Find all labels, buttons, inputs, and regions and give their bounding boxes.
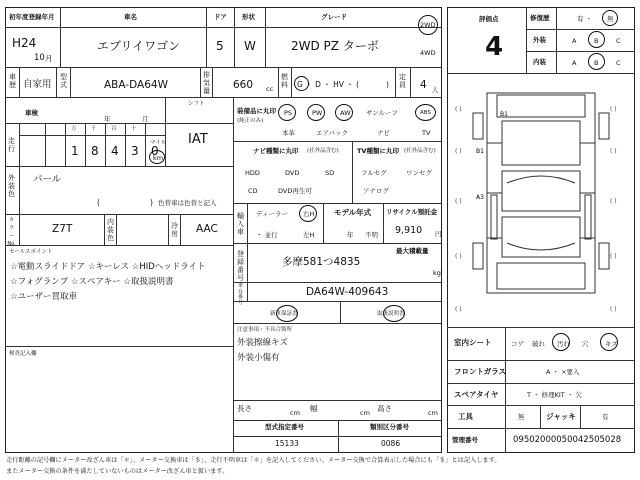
mileage-digit: 4 xyxy=(111,144,119,158)
tv-item: ワンセグ xyxy=(406,169,432,177)
first-reg-label: 初年度登録年月 xyxy=(9,13,55,21)
capacity-unit: 人 xyxy=(432,86,439,94)
equipment-item: サンルーフ xyxy=(366,109,398,117)
cabin-circle-stain xyxy=(552,333,570,351)
type-model-no: 15133 xyxy=(275,439,299,448)
color-code: Z7T xyxy=(52,223,73,235)
exterior-grade-c: C xyxy=(616,37,621,45)
displacement-label: 排気量 xyxy=(203,71,210,95)
dim-width-label: 幅 xyxy=(310,404,318,413)
mileage-digit: 8 xyxy=(91,144,99,158)
use-value: 自家用 xyxy=(23,79,52,90)
repair-label: 修復歴 xyxy=(530,14,550,22)
unit-km: km xyxy=(153,154,164,162)
tv-item: フルセグ xyxy=(361,169,387,177)
recycle-label: リサイクル預託金 xyxy=(386,208,438,216)
dim-width-unit: cm xyxy=(360,409,370,417)
shift-label: シフト xyxy=(188,101,205,107)
model-label: 型式 xyxy=(60,73,67,89)
fuel-options: G ・ D ・ HV ・ ( xyxy=(297,80,360,89)
glass-label: フロントガラス xyxy=(454,367,507,376)
sales-point-line: ☆電動スライドドア ☆キーレス ☆HIDヘッドライト xyxy=(10,262,206,272)
first-reg-year: H24 xyxy=(12,36,37,50)
chassis-label: 車台番号 xyxy=(237,283,243,306)
diagram-paren: ( ) xyxy=(610,306,617,313)
ac-label: 冷房 xyxy=(171,222,178,238)
interior-grade-circle xyxy=(588,53,605,70)
interior-grade-b: B xyxy=(594,59,599,67)
type-model-label: 型式指定番号 xyxy=(265,423,304,431)
equipment-circle-abs xyxy=(415,104,436,121)
diagram-paren: ( ) xyxy=(455,253,462,260)
exterior-grade-a: A xyxy=(572,37,577,45)
shape-label: 形状 xyxy=(242,13,255,21)
capacity-value: 4 xyxy=(420,79,427,91)
equipment-item: TV xyxy=(422,129,431,137)
glass-options: A ・ ×要入 xyxy=(546,368,580,376)
fuel-selected-circle xyxy=(294,76,309,91)
import-dealer: ディーラー xyxy=(256,210,288,218)
rating-label: 評価点 xyxy=(479,15,499,23)
diagram-paren: ( ) xyxy=(455,306,462,313)
notes-line: 外装擦線キズ xyxy=(237,338,288,348)
registration-value: 多摩581つ4835 xyxy=(282,256,361,268)
equipment-circle-aw xyxy=(335,104,353,121)
equipment-item: エアバック xyxy=(316,129,348,137)
digit-header-1: 万 xyxy=(71,126,77,132)
cabin-label: 室内シート xyxy=(454,338,492,347)
equipment-circle-pw xyxy=(307,104,325,121)
grade-label: グレード xyxy=(321,13,347,21)
car-name: エブリイワゴン xyxy=(97,39,181,53)
inspection-month-unit: 月 xyxy=(142,115,149,123)
navi-item: CD xyxy=(248,187,258,195)
first-reg-month-unit: 月 xyxy=(45,54,53,63)
tools-label: 工具 xyxy=(458,412,473,421)
type-category-label: 類別区分番号 xyxy=(370,423,409,431)
import-left-h: 左H xyxy=(303,231,315,239)
model-year-unknown: 不明 xyxy=(365,231,378,239)
navi-item: DVD xyxy=(285,169,300,177)
tv-label: TV種類に丸印 xyxy=(357,147,399,155)
exterior-grade-circle xyxy=(588,31,605,48)
first-reg-month: 10 xyxy=(34,53,45,63)
dim-height-label: 高さ xyxy=(377,404,392,413)
interior-grade-c: C xyxy=(616,59,621,67)
exterior-note: 色替車は色替と記入 xyxy=(158,199,217,207)
equipment-item: PW xyxy=(312,109,323,117)
equipment-item: PS xyxy=(284,109,293,117)
diagram-paren: ( ) xyxy=(610,106,617,113)
inspector-notes-label: 検査記入欄 xyxy=(9,351,37,357)
equipment-item: 本革 xyxy=(282,129,295,137)
tv-sublabel: (社外品含む) xyxy=(404,148,436,154)
navi-item: DVD再生可 xyxy=(278,187,312,195)
repair-options: 有 ・ xyxy=(577,15,593,23)
equipment-sublabel: (純正のみ) xyxy=(237,118,264,124)
doors-label: ドア xyxy=(214,13,227,21)
capacity-label: 定員 xyxy=(399,73,406,89)
cabin-item: コゲ xyxy=(511,340,524,348)
tv-item: アナログ xyxy=(363,187,389,195)
sales-points-label: セールスポイント xyxy=(9,249,53,255)
equipment-item: ABS xyxy=(420,110,431,116)
max-load-label: 最大積載量 xyxy=(396,247,429,255)
doors-value: 5 xyxy=(216,39,224,53)
diagram-label-side: B1 xyxy=(476,148,484,155)
navi-label: ナビ種類に丸印 xyxy=(253,147,299,155)
import-selected-circle xyxy=(299,205,317,222)
cabin-item: 破れ xyxy=(532,340,545,348)
dim-length-label: 長さ xyxy=(237,404,252,413)
dim-length-unit: cm xyxy=(290,409,300,417)
type-category-no: 0086 xyxy=(381,439,401,448)
fuel-label: 燃料 xyxy=(281,73,288,89)
model-year-label: モデル年式 xyxy=(334,208,372,217)
import-parallel: ・ 並行 xyxy=(256,231,278,239)
footer-line: 走行距離の記号欄にメーター改ざん車は「＊」、メーター交換車は「＄」、走行不明車は「＊」を記入してください。メーター交換で合算表示した場合にも「＄」とは記入します。 xyxy=(6,457,501,464)
model-value: ABA-DA64W xyxy=(104,79,168,91)
car-name-label: 車名 xyxy=(124,13,137,21)
spare-options: T ・ 修理KIT ・ 欠 xyxy=(527,391,582,399)
mileage-label: 走行 xyxy=(8,137,15,153)
ac-value: AAC xyxy=(196,223,218,235)
diagram-paren: ( ) xyxy=(455,106,462,113)
registration-label: 登録番号 xyxy=(237,250,244,282)
chassis-value: DA64W-409643 xyxy=(306,286,389,298)
equipment-item: AW xyxy=(340,109,351,117)
unit-km-circle xyxy=(149,150,165,164)
unit-mile: マイル xyxy=(150,140,167,146)
recycle-amount: 9,910 xyxy=(395,225,423,236)
records-warranty-circle xyxy=(276,305,298,322)
navi-item: HDD xyxy=(245,169,260,177)
digit-header-3: 百 xyxy=(111,126,117,132)
equipment-circle-ps xyxy=(278,104,296,121)
inspection-label: 車検 xyxy=(25,109,38,117)
exterior-note-close: ) xyxy=(150,198,153,207)
mileage-digit: 0 xyxy=(151,144,159,158)
interior-grade-label: 内装 xyxy=(533,58,546,66)
import-right-h: 右H xyxy=(303,210,315,218)
rating-score: 4 xyxy=(485,32,504,62)
exterior-note-paren: ( xyxy=(97,198,100,207)
car-damage-diagram xyxy=(447,73,635,327)
jack-label: ジャッキ xyxy=(546,412,576,421)
max-load-unit: kg xyxy=(433,269,441,277)
mileage-digit: 3 xyxy=(131,144,139,158)
inspection-year-unit: 年 xyxy=(104,115,111,123)
exterior-color: パール xyxy=(33,174,62,185)
notes-line: 外装小傷有 xyxy=(237,353,280,363)
color-code-label: カラー No. xyxy=(7,217,16,247)
diagram-paren: ( ) xyxy=(610,198,617,205)
navi-item: SD xyxy=(325,169,335,177)
equipment-item: ナビ xyxy=(377,129,390,137)
drive-badge: 2WD xyxy=(420,21,436,29)
shape-value: W xyxy=(244,39,256,53)
notes-label: 注意事項・不具合箇所 xyxy=(237,327,293,333)
equipment-label: 装備品に丸印 xyxy=(237,107,276,115)
spare-label: スペアタイヤ xyxy=(454,390,499,399)
import-label: 輸入車 xyxy=(237,212,244,236)
shift-value: IAT xyxy=(188,132,208,147)
diagram-label-front: B1 xyxy=(500,111,508,118)
records-manual-circle xyxy=(383,305,405,322)
management-label: 管理番号 xyxy=(452,436,478,444)
diagram-paren: ( ) xyxy=(610,253,617,260)
diagram-paren: ( ) xyxy=(610,148,617,155)
cabin-item: キズ xyxy=(605,340,618,348)
diagram-label-rear: A3 xyxy=(476,194,484,201)
jack-value: 有 xyxy=(602,413,609,421)
repair-selected: 無 xyxy=(607,15,614,23)
navi-sublabel: (社外品含む) xyxy=(307,148,339,154)
management-value: 09502000050042505028 xyxy=(513,435,622,445)
repair-selected-circle xyxy=(602,10,618,26)
footer-line: またメーター交換の条件を満たしていないものはメーター改ざん車と扱います。 xyxy=(6,468,229,475)
diagram-paren: ( ) xyxy=(455,198,462,205)
interior-color-label: 内装色 xyxy=(107,218,114,242)
fuel-close: ) xyxy=(386,80,389,89)
cabin-item: 穴 xyxy=(582,340,589,348)
records-manual: 取扱説明書 xyxy=(377,311,405,317)
mileage-digit: 1 xyxy=(71,144,79,158)
use-label: 車歴 xyxy=(9,73,16,89)
digit-header-2: 千 xyxy=(91,126,97,132)
interior-grade-a: A xyxy=(572,59,577,67)
model-year-unit: 年 xyxy=(347,231,354,239)
records-warranty: 新車保証書 xyxy=(270,311,298,317)
diagram-paren: ( ) xyxy=(455,148,462,155)
cabin-item: 汚れ xyxy=(557,340,570,348)
digit-header-4: 十 xyxy=(131,126,137,132)
dim-height-unit: cm xyxy=(428,409,438,417)
displacement-unit: cc xyxy=(266,85,274,93)
recycle-unit: 円 xyxy=(435,230,442,238)
exterior-color-label: 外装色 xyxy=(8,174,15,198)
grade-value: 2WD PZ ターボ xyxy=(291,39,379,53)
sales-point-line: ☆フォグランプ ☆スペアキー ☆取扱説明書 xyxy=(10,277,174,287)
exterior-grade-label: 外装 xyxy=(533,36,546,44)
tools-value: 無 xyxy=(518,413,525,421)
cabin-circle-scratch xyxy=(600,333,618,351)
sales-point-line: ☆ユーザー買取車 xyxy=(10,292,78,302)
drive-alt: 4WD xyxy=(420,49,436,57)
displacement-value: 660 xyxy=(233,79,254,91)
exterior-grade-b: B xyxy=(594,37,599,45)
